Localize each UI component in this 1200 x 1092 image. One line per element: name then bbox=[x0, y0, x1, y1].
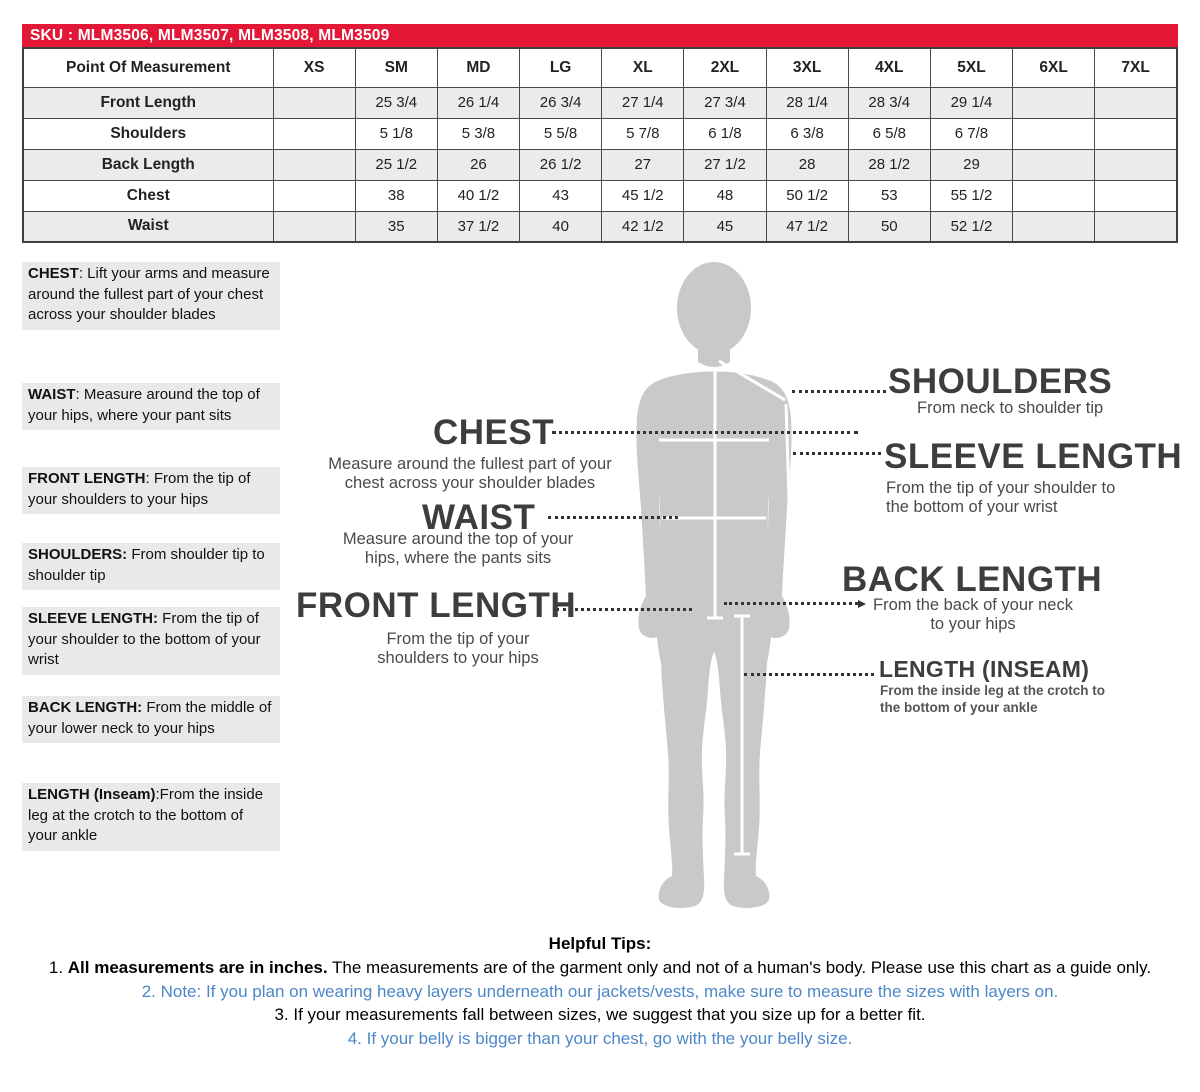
helpful-tips-section bbox=[20, 932, 1180, 1050]
size-value-cell: 28 3/4 bbox=[848, 87, 930, 118]
size-value-cell: 50 bbox=[848, 211, 930, 242]
column-header: XS bbox=[273, 48, 355, 87]
size-value-cell: 45 1/2 bbox=[602, 180, 684, 211]
size-table-section bbox=[22, 24, 1178, 243]
tips-heading: Helpful Tips: bbox=[548, 934, 652, 953]
waist-diagram-title: WAIST bbox=[422, 498, 536, 537]
size-value-cell: 27 1/4 bbox=[602, 87, 684, 118]
definition-block: SHOULDERS: From shoulder tip to shoulder tip bbox=[22, 543, 280, 590]
size-value-cell bbox=[1095, 180, 1177, 211]
size-value-cell bbox=[1095, 149, 1177, 180]
size-value-cell bbox=[1013, 211, 1095, 242]
shoulders-diagram-title: SHOULDERS bbox=[888, 362, 1113, 401]
size-value-cell: 5 7/8 bbox=[602, 118, 684, 149]
size-value-cell: 53 bbox=[848, 180, 930, 211]
size-value-cell: 28 1/4 bbox=[766, 87, 848, 118]
size-value-cell: 50 1/2 bbox=[766, 180, 848, 211]
table-row bbox=[23, 180, 1177, 211]
row-label: Shoulders bbox=[23, 118, 273, 149]
back-length-diagram-title: BACK LENGTH bbox=[842, 560, 1103, 599]
size-value-cell bbox=[273, 118, 355, 149]
front-length-diagram-desc: From the tip of your shoulders to your hips bbox=[377, 630, 539, 667]
inseam-leader-line bbox=[744, 673, 874, 676]
size-value-cell: 29 1/4 bbox=[930, 87, 1012, 118]
size-value-cell bbox=[273, 211, 355, 242]
column-header: 6XL bbox=[1013, 48, 1095, 87]
size-value-cell: 45 bbox=[684, 211, 766, 242]
size-value-cell bbox=[1013, 180, 1095, 211]
size-value-cell: 25 3/4 bbox=[355, 87, 437, 118]
table-row bbox=[23, 118, 1177, 149]
back-length-leader-line bbox=[724, 602, 858, 605]
size-value-cell: 26 1/2 bbox=[520, 149, 602, 180]
chest-leader-line bbox=[552, 431, 858, 434]
size-value-cell bbox=[273, 149, 355, 180]
waist-leader-line bbox=[548, 516, 678, 519]
back-length-arrow-icon bbox=[858, 600, 866, 608]
size-value-cell: 47 1/2 bbox=[766, 211, 848, 242]
size-value-cell: 35 bbox=[355, 211, 437, 242]
tip-line: 2. Note: If you plan on wearing heavy layers underneath our jackets/vests, make sure to measure the sizes with layers on. bbox=[141, 981, 1059, 1001]
size-value-cell: 37 1/2 bbox=[437, 211, 519, 242]
waist-diagram-desc: Measure around the top of your hips, where the pants sits bbox=[342, 530, 574, 567]
size-value-cell: 26 bbox=[437, 149, 519, 180]
size-value-cell bbox=[1013, 87, 1095, 118]
size-value-cell: 5 1/8 bbox=[355, 118, 437, 149]
row-label: Chest bbox=[23, 180, 273, 211]
column-header: 2XL bbox=[684, 48, 766, 87]
sku-header-bar: SKU : MLM3506, MLM3507, MLM3508, MLM3509 bbox=[22, 24, 1178, 47]
size-value-cell: 25 1/2 bbox=[355, 149, 437, 180]
definition-block: WAIST: Measure around the top of your hips, where your pant sits bbox=[22, 383, 280, 430]
definition-block: CHEST: Lift your arms and measure around the fullest part of your chest across your shoulder blades bbox=[22, 262, 280, 330]
size-value-cell bbox=[1013, 149, 1095, 180]
column-header: SM bbox=[355, 48, 437, 87]
size-value-cell: 40 bbox=[520, 211, 602, 242]
size-value-cell: 26 3/4 bbox=[520, 87, 602, 118]
size-value-cell: 29 bbox=[930, 149, 1012, 180]
size-value-cell bbox=[273, 180, 355, 211]
size-value-cell: 26 1/4 bbox=[437, 87, 519, 118]
tip-line: 3. If your measurements fall between sizes, we suggest that you size up for a better fit. bbox=[274, 1005, 926, 1024]
table-row bbox=[23, 87, 1177, 118]
definition-block: LENGTH (Inseam):From the inside leg at the crotch to the bottom of your ankle bbox=[22, 783, 280, 851]
front-length-diagram-title: FRONT LENGTH bbox=[296, 586, 577, 625]
sleeve-length-diagram-title: SLEEVE LENGTH bbox=[884, 437, 1183, 476]
column-header: 4XL bbox=[848, 48, 930, 87]
chest-diagram-title: CHEST bbox=[433, 413, 555, 452]
definition-block: SLEEVE LENGTH: From the tip of your shoulder to the bottom of your wrist bbox=[22, 607, 280, 675]
row-label: Waist bbox=[23, 211, 273, 242]
column-header: Point Of Measurement bbox=[23, 48, 273, 87]
size-value-cell: 5 5/8 bbox=[520, 118, 602, 149]
table-row bbox=[23, 211, 1177, 242]
column-header: 7XL bbox=[1095, 48, 1177, 87]
back-length-diagram-desc: From the back of your neck to your hips bbox=[873, 596, 1073, 633]
tip-line: 4. If your belly is bigger than your chest, go with the your belly size. bbox=[347, 1028, 853, 1048]
size-value-cell: 6 1/8 bbox=[684, 118, 766, 149]
size-value-cell: 27 1/2 bbox=[684, 149, 766, 180]
column-header: LG bbox=[520, 48, 602, 87]
definition-block: BACK LENGTH: From the middle of your lower neck to your hips bbox=[22, 696, 280, 743]
size-value-cell: 28 1/2 bbox=[848, 149, 930, 180]
column-header: 3XL bbox=[766, 48, 848, 87]
size-value-cell: 27 3/4 bbox=[684, 87, 766, 118]
size-value-cell: 55 1/2 bbox=[930, 180, 1012, 211]
size-value-cell: 6 3/8 bbox=[766, 118, 848, 149]
sleeve-length-diagram-desc: From the tip of your shoulder to the bottom of your wrist bbox=[886, 479, 1116, 516]
row-label: Front Length bbox=[23, 87, 273, 118]
size-value-cell: 43 bbox=[520, 180, 602, 211]
size-value-cell bbox=[1013, 118, 1095, 149]
size-value-cell: 48 bbox=[684, 180, 766, 211]
size-value-cell bbox=[1095, 87, 1177, 118]
size-value-cell: 52 1/2 bbox=[930, 211, 1012, 242]
size-table-header-row bbox=[23, 48, 1177, 87]
inseam-diagram-title: LENGTH (INSEAM) bbox=[879, 656, 1090, 682]
definition-block: FRONT LENGTH: From the tip of your shoulders to your hips bbox=[22, 467, 280, 514]
size-value-cell: 5 3/8 bbox=[437, 118, 519, 149]
size-value-cell bbox=[1095, 211, 1177, 242]
tips-lines bbox=[20, 956, 1180, 1050]
size-value-cell: 40 1/2 bbox=[437, 180, 519, 211]
size-value-cell bbox=[273, 87, 355, 118]
size-table-body bbox=[23, 87, 1177, 242]
table-row bbox=[23, 149, 1177, 180]
size-value-cell: 42 1/2 bbox=[602, 211, 684, 242]
size-value-cell: 38 bbox=[355, 180, 437, 211]
inseam-diagram-desc: From the inside leg at the crotch to the bottom of your ankle bbox=[880, 683, 1106, 715]
size-value-cell bbox=[1095, 118, 1177, 149]
column-header: 5XL bbox=[930, 48, 1012, 87]
size-value-cell: 6 5/8 bbox=[848, 118, 930, 149]
shoulders-leader-line bbox=[792, 390, 886, 393]
front-length-leader-line bbox=[556, 608, 692, 611]
size-value-cell: 6 7/8 bbox=[930, 118, 1012, 149]
size-value-cell: 27 bbox=[602, 149, 684, 180]
tip-line: 1. All measurements are in inches. The measurements are of the garment only and not of a human's body. Please use this chart as a guide only. bbox=[48, 958, 1152, 977]
column-header: MD bbox=[437, 48, 519, 87]
sleeve-length-leader-line bbox=[793, 452, 881, 455]
shoulders-diagram-desc: From neck to shoulder tip bbox=[917, 399, 1104, 417]
size-table bbox=[22, 47, 1178, 243]
size-value-cell: 28 bbox=[766, 149, 848, 180]
row-label: Back Length bbox=[23, 149, 273, 180]
column-header: XL bbox=[602, 48, 684, 87]
chest-diagram-desc: Measure around the fullest part of your chest across your shoulder blades bbox=[328, 455, 612, 492]
body-silhouette bbox=[615, 258, 815, 913]
